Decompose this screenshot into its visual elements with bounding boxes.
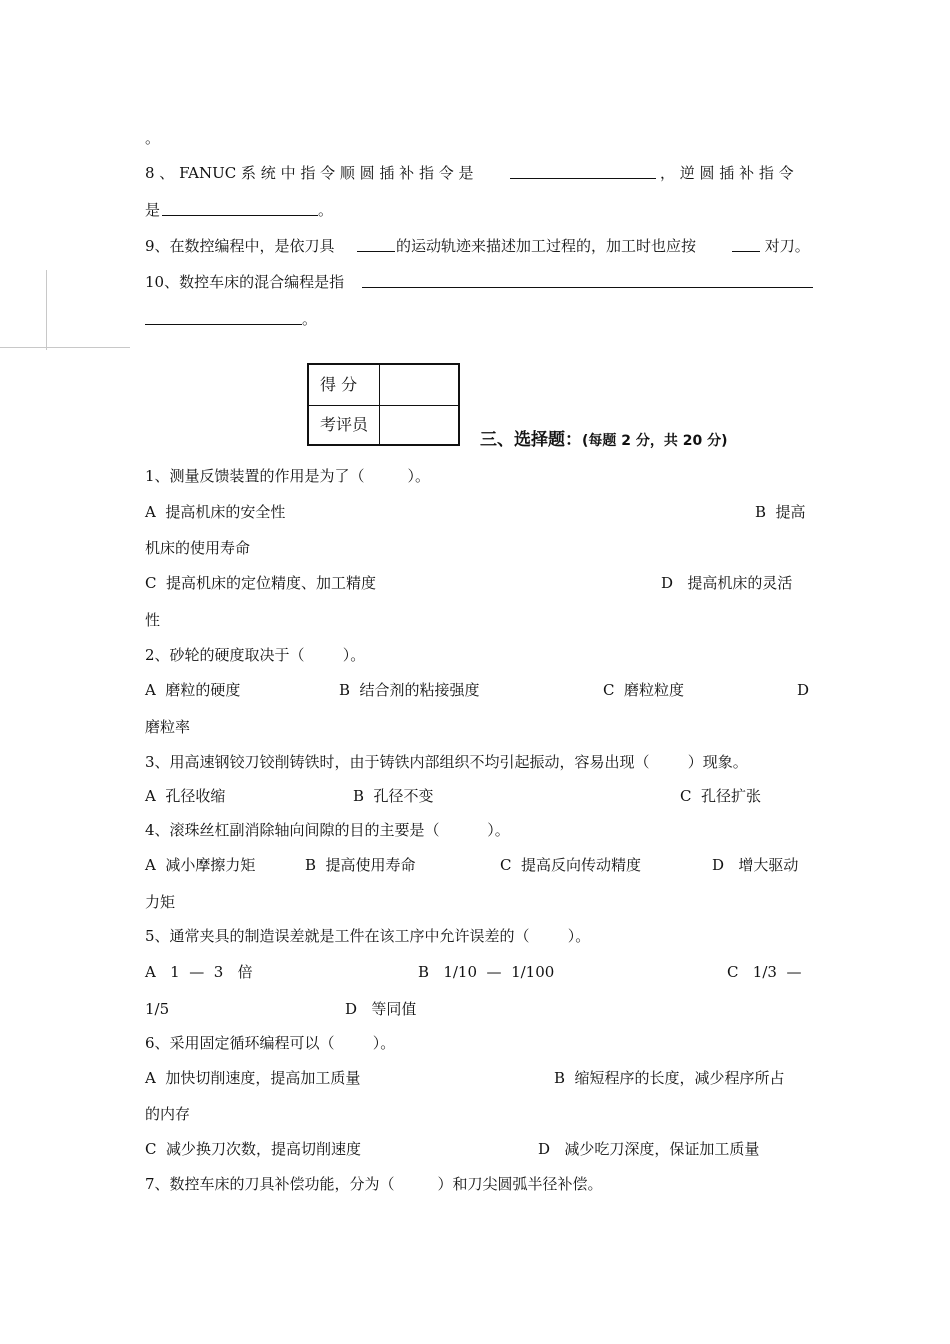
q4-stem: 4、滚珠丝杠副消除轴向间隙的目的主要是（ ）。 (145, 821, 510, 839)
q8-line1-left: 8 、 FANUC 系 统 中 指 令 顺 圆 插 补 指 令 是 (145, 164, 474, 182)
q1-option-b-cont: 机床的使用寿命 (145, 539, 251, 557)
q4-option-c: C 提高反向传动精度 (500, 856, 642, 874)
q3-stem: 3、用高速钢铰刀铰削铸铁时，由于铸铁内部组织不均引起振动，容易出现（ ）现象。 (145, 753, 748, 771)
section-note: (每题 2 分，共 20 分) (582, 433, 728, 449)
q1-option-b: B 提高 (755, 503, 806, 521)
q8-line1-right: ， 逆 圆 插 补 指 令 (660, 164, 794, 182)
section-title (480, 429, 728, 452)
q10-line2-end: 。 (302, 310, 318, 328)
q10-blank-2[interactable] (145, 309, 302, 325)
q2-option-d: D (797, 681, 810, 699)
q1-option-d: D 提高机床的灵活 (661, 574, 793, 592)
q5-option-b: B 1/10 — 1/100 (418, 963, 555, 981)
q3-option-b: B 孔径不变 (353, 787, 434, 805)
q5-option-c-cont: 1/5 (145, 1000, 170, 1018)
q6-option-c: C 减少换刀次数，提高切削速度 (145, 1140, 362, 1158)
q8-line2-end: 。 (318, 201, 334, 219)
q4-option-a: A 减小摩擦力矩 (145, 856, 256, 874)
q8-blank-2[interactable] (162, 200, 318, 216)
q2-option-c: C 磨粒粒度 (603, 681, 685, 699)
q7-stem: 7、数控车床的刀具补偿功能，分为（ ）和刀尖圆弧半径补偿。 (145, 1175, 603, 1193)
q9-part3: 对刀。 (760, 237, 810, 255)
q4-option-d-cont: 力矩 (145, 893, 176, 911)
q4-option-d: D 增大驱动 (712, 856, 799, 874)
margin-mark-horizontal (0, 347, 130, 348)
q6-stem: 6、采用固定循环编程可以（ ）。 (145, 1034, 396, 1052)
q10-line1: 10、数控车床的混合编程是指 (145, 273, 345, 291)
q6-option-b-cont: 的内存 (145, 1105, 191, 1123)
q4-option-b: B 提高使用寿命 (305, 856, 416, 874)
q5-option-d: D 等同值 (345, 1000, 417, 1018)
q9-blank-1[interactable] (357, 236, 395, 252)
reviewer-label: 考评员 (320, 415, 369, 434)
q7-fill-end: 。 (145, 129, 161, 147)
q6-option-d: D 减少吃刀深度，保证加工质量 (538, 1140, 760, 1158)
score-label: 得 分 (320, 375, 358, 394)
q9-part1: 9、在数控编程中，是依刀具 (145, 237, 335, 255)
q9-blank-2[interactable] (732, 236, 760, 252)
q8-blank-1[interactable] (510, 163, 656, 179)
score-box-divider-v (379, 365, 380, 444)
q1-stem: 1、测量反馈装置的作用是为了（ ）。 (145, 467, 430, 485)
q1-option-a: A 提高机床的安全性 (145, 503, 286, 521)
q3-option-c: C 孔径扩张 (680, 787, 762, 805)
q6-option-a: A 加快切削速度，提高加工质量 (145, 1069, 361, 1087)
q9-part2: 的运动轨迹来描述加工过程的，加工时也应按 (396, 237, 697, 255)
q3-option-a: A 孔径收缩 (145, 787, 226, 805)
section-title-text: 三、选择题： (480, 430, 582, 450)
q5-option-c: C 1/3 — (727, 963, 802, 981)
q6-option-b: B 缩短程序的长度，减少程序所占 (554, 1069, 785, 1087)
q1-option-d-cont: 性 (145, 611, 161, 629)
q5-stem: 5、通常夹具的制造误差就是工件在该工序中允许误差的（ ）。 (145, 927, 591, 945)
q2-option-b: B 结合剂的粘接强度 (339, 681, 480, 699)
q8-line2-left: 是 (145, 201, 161, 219)
q2-option-d-cont: 磨粒率 (145, 718, 191, 736)
margin-mark-vertical (46, 270, 47, 350)
score-box (307, 363, 460, 446)
q10-blank-1[interactable] (362, 272, 813, 288)
q2-option-a: A 磨粒的硬度 (145, 681, 241, 699)
q5-option-a: A 1 — 3 倍 (145, 963, 253, 981)
score-box-divider-h (309, 405, 458, 406)
q2-stem: 2、砂轮的硬度取决于（ ）。 (145, 646, 366, 664)
q1-option-c: C 提高机床的定位精度、加工精度 (145, 574, 377, 592)
